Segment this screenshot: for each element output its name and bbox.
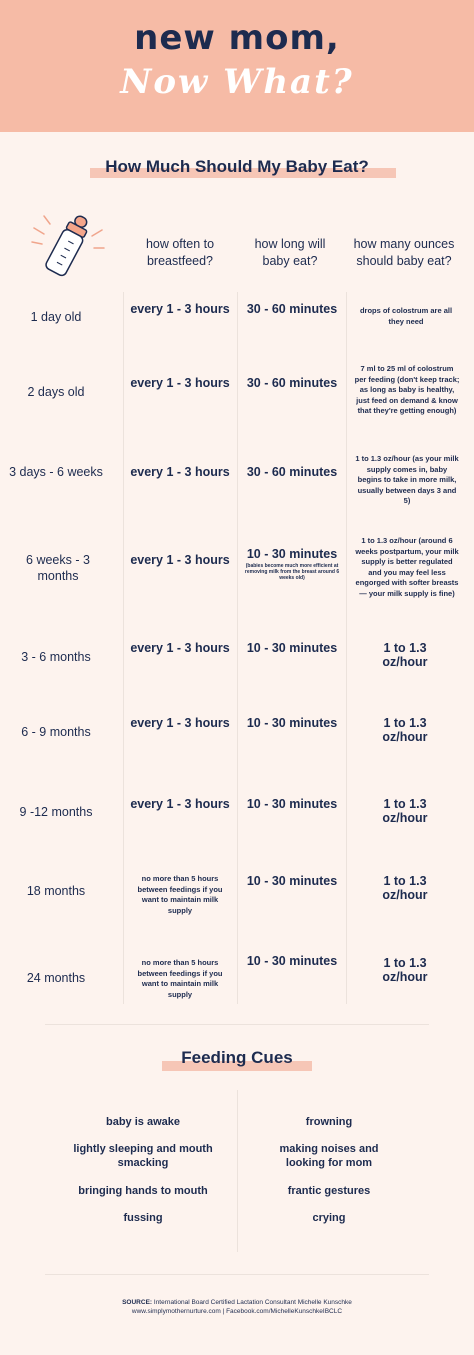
row-age: 18 months — [26, 884, 86, 898]
column-divider — [123, 292, 124, 1004]
cue-item: bringing hands to mouth — [78, 1185, 208, 1197]
row-age: 3 - 6 months — [21, 650, 91, 664]
cue-item: crying — [312, 1212, 346, 1224]
row-age: 3 days - 6 weeks — [9, 465, 103, 479]
source-label: SOURCE: — [122, 1299, 153, 1306]
footer-divider — [45, 1274, 429, 1275]
table-title: How Much Should My Baby Eat? — [105, 157, 369, 176]
section-divider — [45, 1024, 429, 1025]
row-duration: 30 - 60 minutes — [246, 465, 338, 479]
row-duration: 30 - 60 minutes — [246, 302, 338, 316]
row-duration — [244, 547, 340, 581]
row-age: 2 days old — [27, 385, 85, 399]
row-age: 6 - 9 months — [21, 725, 91, 739]
cue-item: lightly sleeping and mouth smacking — [73, 1143, 213, 1169]
column-header-ounces: how many ounces should baby eat? — [353, 237, 455, 268]
row-often: every 1 - 3 hours — [130, 641, 230, 655]
column-divider — [346, 292, 347, 1004]
cue-item: making noises and looking for mom — [279, 1143, 379, 1169]
row-duration: 10 - 30 minutes — [246, 797, 338, 811]
row-age: 1 day old — [30, 310, 82, 324]
row-often: every 1 - 3 hours — [130, 376, 230, 390]
row-age: 6 weeks - 3 months — [26, 553, 90, 583]
baby-bottle-icon — [28, 208, 108, 288]
row-ounces: drops of colostrum are all they need — [359, 306, 453, 326]
cue-item: frantic gestures — [287, 1185, 371, 1197]
row-duration: 30 - 60 minutes — [246, 376, 338, 390]
column-header-duration: how long will baby eat? — [254, 237, 326, 268]
row-often: every 1 - 3 hours — [130, 465, 230, 479]
row-ounces: 1 to 1.3 oz/hour — [382, 797, 428, 825]
row-duration-value: 10 - 30 minutes — [246, 547, 338, 561]
row-ounces: 1 to 1.3 oz/hour (as your milk supply comes in, baby begins to take in more milk, usually between days 3 and 5) — [355, 454, 459, 505]
row-age: 24 months — [26, 971, 86, 985]
row-often: every 1 - 3 hours — [130, 716, 230, 730]
row-often: every 1 - 3 hours — [130, 553, 230, 567]
source-text: International Board Certified Lactation Consultant Michelle Kunschke — [153, 1299, 352, 1306]
row-ounces: 7 ml to 25 ml of colostrum per feeding (don't keep track; as long as baby is healthy, just feed on demand & know that they're getting enough) — [354, 364, 460, 415]
row-age: 9 -12 months — [19, 805, 93, 819]
brand-line-2: Now What? — [120, 62, 354, 102]
row-duration: 10 - 30 minutes — [246, 641, 338, 655]
cue-item: baby is awake — [106, 1116, 180, 1128]
column-divider — [237, 292, 238, 1004]
cue-item: fussing — [123, 1212, 163, 1224]
cue-item: frowning — [305, 1116, 353, 1128]
row-often: every 1 - 3 hours — [130, 797, 230, 811]
row-ounces: 1 to 1.3 oz/hour — [382, 956, 428, 984]
row-duration: 10 - 30 minutes — [246, 874, 338, 888]
source-line — [0, 1298, 474, 1307]
cues-title: Feeding Cues — [181, 1048, 293, 1067]
header-banner — [0, 0, 474, 132]
row-ounces: 1 to 1.3 oz/hour — [382, 716, 428, 744]
brand-line-1: new mom, — [134, 18, 340, 58]
row-ounces: 1 to 1.3 oz/hour — [382, 641, 428, 669]
cues-divider — [237, 1090, 238, 1252]
row-often: no more than 5 hours between feedings if you want to maintain milk supply — [137, 874, 223, 915]
row-duration: 10 - 30 minutes — [246, 954, 338, 968]
row-often: no more than 5 hours between feedings if you want to maintain milk supply — [137, 958, 223, 999]
row-ounces: 1 to 1.3 oz/hour — [382, 874, 428, 902]
row-duration: 10 - 30 minutes — [246, 716, 338, 730]
row-duration-note: (babies become much more efficient at removing milk from the breast around 6 weeks old) — [244, 563, 340, 581]
row-often: every 1 - 3 hours — [130, 302, 230, 316]
column-header-often: how often to breastfeed? — [145, 237, 215, 268]
source-links[interactable]: www.simplymothernurture.com | Facebook.com/MichelleKunschkeIBCLC — [131, 1308, 343, 1315]
row-ounces: 1 to 1.3 oz/hour (around 6 weeks postpartum, your milk supply is better regulated and you may feel less engorged with softer breasts — your milk supply is fine) — [355, 536, 459, 598]
